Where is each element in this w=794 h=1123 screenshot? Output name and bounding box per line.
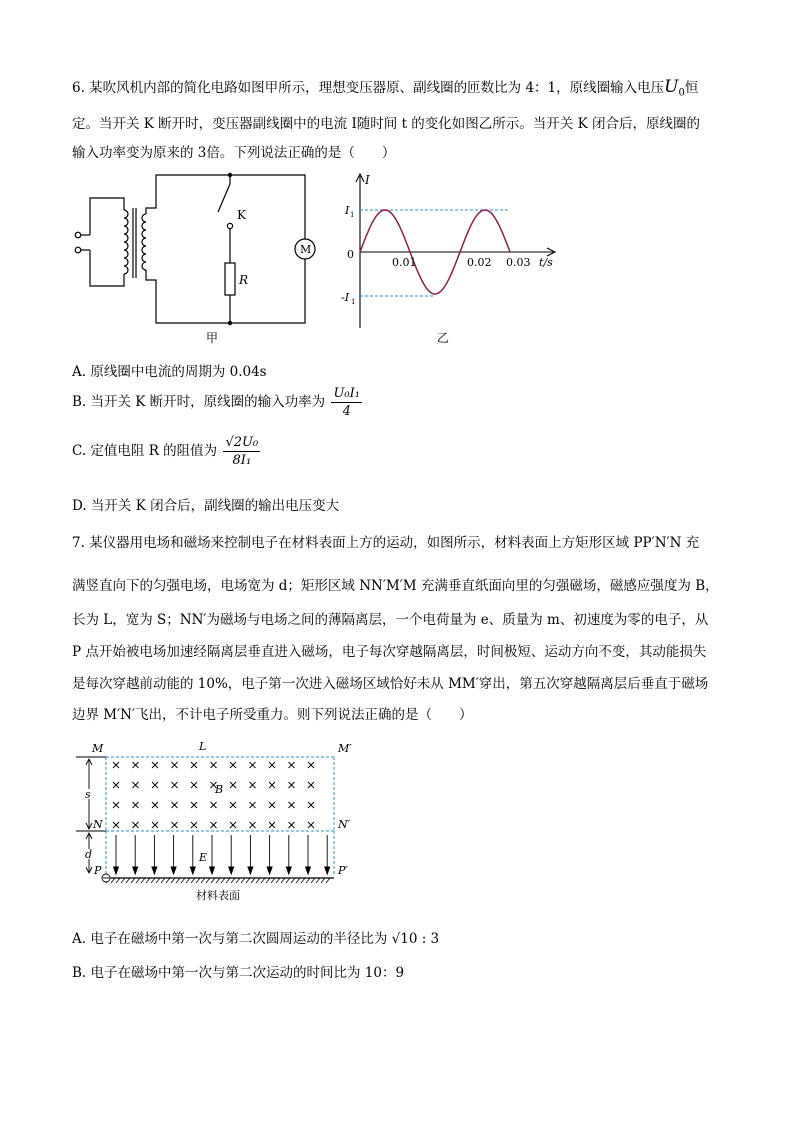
magnetic-field-cross — [133, 762, 139, 768]
q7-option-a — [72, 927, 439, 947]
q6-option-d: D. 当开关 K 闭合后，副线圈的输出电压变大 — [72, 498, 340, 514]
magnetic-field-cross — [269, 822, 275, 828]
magnetic-field-cross — [269, 762, 275, 768]
magnetic-field-cross — [289, 762, 295, 768]
trough-label: -I — [341, 291, 350, 304]
q7-line-5: 是每次穿越前动能的 10%，电子第一次进入磁场区域恰好未从 MM′穿出，第五次穿越隔离层后垂直于磁场 — [72, 676, 709, 692]
x-tick-2: 0.02 — [467, 256, 492, 269]
magnetic-field-cross — [113, 782, 119, 788]
magnetic-field-cross — [308, 822, 314, 828]
magnetic-field-cross — [289, 822, 295, 828]
magnetic-field-cross — [152, 802, 158, 808]
magnetic-field-cross — [230, 782, 236, 788]
magnetic-field-cross — [250, 782, 256, 788]
electric-field-arrow — [171, 835, 176, 874]
electric-field-arrow — [267, 835, 272, 874]
magnetic-field-cross — [133, 782, 139, 788]
resistor-label: R — [239, 273, 249, 287]
x-tick-3: 0.03 — [506, 256, 531, 269]
fraction-denominator: 4 — [342, 404, 351, 419]
electric-field-arrow — [306, 835, 311, 874]
q6-option-c — [72, 435, 262, 468]
surface-label: 材料表面 — [196, 889, 240, 902]
q7-line-1: 7. 某仪器用电场和磁场来控制电子在材料表面上方的运动，如图所示，材料表面上方矩形区域 PP′N′N 充 — [72, 535, 700, 551]
q7-option-b: B. 电子在磁场中第一次与第二次运动的时间比为 10：9 — [72, 965, 405, 981]
x-tick-1: 0.01 — [392, 256, 417, 269]
q6-line-3: 输入功率变为原来的 3倍。下列说法正确的是（ ） — [72, 145, 396, 161]
current-time-graph — [335, 168, 565, 348]
label-E: E — [199, 851, 208, 864]
label-d: d — [85, 848, 93, 861]
magnetic-field-cross — [172, 762, 178, 768]
magnetic-field-cross — [289, 782, 295, 788]
magnetic-field-cross — [172, 802, 178, 808]
magnetic-field-cross — [191, 802, 197, 808]
magnetic-field-cross — [269, 802, 275, 808]
electric-field-arrow — [152, 835, 157, 874]
magnetic-field-cross — [211, 822, 217, 828]
circuit-diagram — [72, 168, 317, 348]
magnetic-field-cross — [113, 802, 119, 808]
label-M-prime: M′ — [338, 742, 352, 755]
magnetic-field-cross — [250, 802, 256, 808]
electric-field-arrow — [248, 835, 253, 874]
label-N-prime: N′ — [338, 818, 351, 831]
magnetic-field-cross — [289, 802, 295, 808]
magnetic-field-cross — [152, 822, 158, 828]
magnetic-field-cross — [191, 822, 197, 828]
motor-label: M — [300, 243, 312, 256]
field-diagram — [72, 735, 362, 910]
label-P: P — [94, 864, 102, 877]
peak-label: I — [345, 204, 350, 217]
magnetic-field-cross — [269, 782, 275, 788]
electric-field-arrow — [325, 835, 330, 874]
q6-option-c-text: C. 定值电阻 R 的阻值为 — [72, 443, 218, 459]
electric-field-arrow — [286, 835, 291, 874]
magnetic-field-cross — [191, 762, 197, 768]
figure-jia-caption: 甲 — [206, 331, 219, 345]
switch-label: K — [237, 208, 246, 222]
label-P-prime: P′ — [338, 864, 348, 877]
q6-line1-end: 恒 — [684, 80, 699, 96]
q6-line-2: 定。当开关 K 断开时，变压器副线圈中的电流 I随时间 t 的变化如图乙所示。当开关 K 闭合后，原线圈的 — [72, 116, 700, 132]
magnetic-field-cross — [250, 822, 256, 828]
fraction-numerator: √2U₀ — [225, 435, 259, 450]
u0-symbol: U — [664, 77, 679, 97]
magnetic-field-cross — [152, 782, 158, 788]
q7-line-2: 满竖直向下的匀强电场，电场宽为 d；矩形区域 NN′M′M 充满垂直纸面向里的匀强磁场，磁感应强度为 B， — [72, 578, 719, 594]
q6-option-b-text: B. 当开关 K 断开时，原线圈的输入功率为 — [72, 394, 326, 410]
magnetic-field-cross — [230, 802, 236, 808]
electric-field-arrow — [229, 835, 234, 874]
magnetic-field-cross — [152, 762, 158, 768]
q7-line-3: 长为 L，宽为 S；NN′为磁场与电场之间的薄隔离层，一个电荷量为 e、质量为 m、初速度为零的电子，从 — [72, 612, 709, 628]
q6-option-a: A. 原线圈中电流的周期为 0.04s — [72, 364, 267, 380]
origin-label: 0 — [347, 248, 354, 261]
q6-line1-text: 6. 某吹风机内部的简化电路如图甲所示，理想变压器原、副线圈的匝数比为 4：1，原线圈输入电压 — [72, 80, 665, 96]
electric-field-arrow — [114, 835, 119, 874]
label-M: M — [92, 742, 104, 755]
q7-option-a-ratio: √10 : 3 — [391, 931, 440, 947]
magnetic-field-cross — [133, 822, 139, 828]
label-s: s — [85, 788, 91, 801]
magnetic-field-cross — [230, 822, 236, 828]
magnetic-field-cross — [211, 802, 217, 808]
magnetic-field-cross — [308, 802, 314, 808]
magnetic-field-cross — [113, 762, 119, 768]
u0-subscript: 0 — [678, 87, 685, 99]
q6-option-b — [72, 386, 364, 419]
q6-option-c-fraction — [223, 435, 260, 468]
fraction-numerator: U₀I₁ — [333, 386, 360, 401]
magnetic-field-cross — [172, 782, 178, 788]
y-axis-label: I — [365, 173, 370, 187]
magnetic-field-cross — [133, 802, 139, 808]
q7-option-a-text: A. 电子在磁场中第一次与第二次圆周运动的半径比为 — [72, 931, 388, 947]
q6-option-b-fraction — [331, 386, 362, 419]
magnetic-field-cross — [172, 822, 178, 828]
magnetic-field-cross — [230, 762, 236, 768]
magnetic-field-cross — [211, 762, 217, 768]
magnetic-field-cross — [191, 782, 197, 788]
magnetic-field-cross — [250, 762, 256, 768]
q7-line-6: 边界 M′N′飞出，不计电子所受重力。则下列说法正确的是（ ） — [72, 707, 473, 723]
peak-subscript: 1 — [350, 211, 355, 219]
electric-field-arrow — [190, 835, 195, 874]
electric-field-arrow — [210, 835, 215, 874]
fraction-denominator: 8I₁ — [232, 453, 252, 468]
label-N: N — [93, 818, 103, 831]
electric-field-arrow — [133, 835, 138, 874]
label-B: B — [215, 783, 224, 796]
figure-yi-caption: 乙 — [437, 331, 450, 345]
q6-line-1 — [72, 76, 698, 99]
magnetic-field-cross — [308, 762, 314, 768]
magnetic-field-cross — [308, 782, 314, 788]
x-axis-label: t/s — [539, 256, 553, 269]
label-L: L — [199, 740, 207, 753]
trough-subscript: 1 — [351, 298, 356, 306]
magnetic-field-cross — [113, 822, 119, 828]
q7-line-4: P 点开始被电场加速经隔离层垂直进入磁场，电子每次穿越隔离层，时间极短、运动方向不变，其动能损失 — [72, 644, 707, 660]
